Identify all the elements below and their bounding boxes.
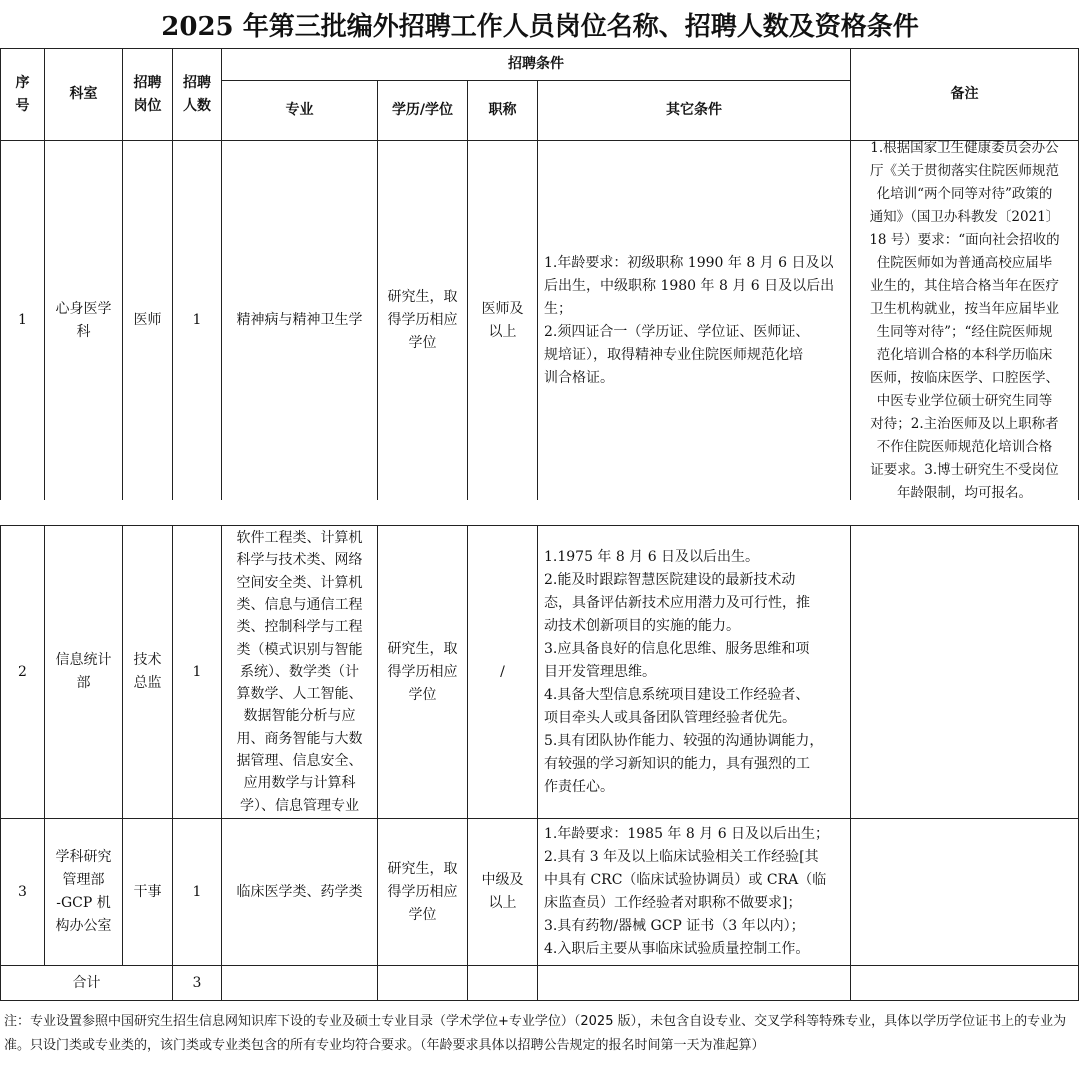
- total-empty: [537, 965, 851, 1001]
- row1-count: 1: [172, 140, 222, 501]
- row3-major: 临床医学类、药学类: [221, 818, 378, 966]
- row2-no: 2: [0, 525, 45, 819]
- row2-position: 技术 总监: [122, 525, 173, 819]
- row1-title: 医师及 以上: [467, 140, 538, 501]
- row1-position: 医师: [122, 140, 173, 501]
- row1-no: 1: [0, 140, 45, 501]
- row3-no: 3: [0, 818, 45, 966]
- row2-count: 1: [172, 525, 222, 819]
- row2-degree: 研究生，取 得学历相应 学位: [377, 525, 468, 819]
- row3-count: 1: [172, 818, 222, 966]
- total-empty: [850, 965, 1079, 1001]
- total-count: 3: [172, 965, 222, 1001]
- row1-degree: 研究生，取 得学历相应 学位: [377, 140, 468, 501]
- header-major: 专业: [221, 80, 378, 141]
- row3-remark: [850, 818, 1079, 966]
- row3-title: 中级及 以上: [467, 818, 538, 966]
- row2-dept: 信息统计 部: [44, 525, 123, 819]
- row2-other: 1.1975 年 8 月 6 日及以后出生。 2.能及时跟踪智慧医院建设的最新技术动 态，具备评估新技术应用潜力及可行性，推 动技术创新项目的实施的能力。 3.应具备良好的信息化思维、服务思维和项 目开发管理思维。 4.具备大型信息系统项目建设工作经验者、 项目牵头人或具备团队管理经验者优先。 5.具有团队协作能力、较强的沟通协调能力， 有较强的学习新知识的能力，具有强烈的工 作责任心。: [537, 525, 851, 819]
- row1-dept: 心身医学 科: [44, 140, 123, 501]
- row3-degree: 研究生，取 得学历相应 学位: [377, 818, 468, 966]
- header-conditions: 招聘条件: [221, 48, 851, 81]
- header-remark: 备注: [850, 48, 1079, 141]
- header-count: 招聘 人数: [172, 48, 222, 141]
- header-dept: 科室: [44, 48, 123, 141]
- header-title: 职称: [467, 80, 538, 141]
- header-position: 招聘 岗位: [122, 48, 173, 141]
- row2-remark: [850, 525, 1079, 819]
- header-other: 其它条件: [537, 80, 851, 141]
- total-empty: [467, 965, 538, 1001]
- row3-position: 干事: [122, 818, 173, 966]
- row2-title: /: [467, 525, 538, 819]
- page-break: [0, 500, 1080, 525]
- footnote: 注：专业设置参照中国研究生招生信息网知识库下设的专业及硕士专业目录（学术学位+专业学位）（2025 版），未包含自设专业、交叉学科等特殊专业，具体以学历学位证书上的专业为准。只设门类或专业类的，该门类或专业类包含的所有专业均符合要求。（年龄要求具体以招聘公告规定的报名时间第一天为准起算）: [4, 1014, 1067, 1053]
- document-title: 2025 年第三批编外招聘工作人员岗位名称、招聘人数及资格条件: [161, 11, 919, 42]
- header-degree: 学历/学位: [377, 80, 468, 141]
- row1-remark: 1.根据国家卫生健康委员会办公 厅《关于贯彻落实住院医师规范 化培训“两个同等对待”政策的 通知》（国卫办科教发〔2021〕 18 号）要求：“面向社会招收的 住院医师如为普通高校应届毕 业生的，其住培合格当年在医疗 卫生机构就业，按当年应届毕业 生同等对待”；“经住院医师规 范化培训合格的本科学历临床 医师，按临床医学、口腔医学、 中医专业学位硕士研究生同等 对待；2.主治医师及以上职称者 不作住院医师规范化培训合格 证要求。3.博士研究生不受岗位 年龄限制，均可报名。: [850, 140, 1079, 501]
- total-empty: [377, 965, 468, 1001]
- row1-other: 1.年龄要求：初级职称 1990 年 8 月 6 日及以 后出生，中级职称 1980 年 8 月 6 日及以后出 生； 2.须四证合一（学历证、学位证、医师证、 规培证），取得精神专业住院医师规范化培 训合格证。: [537, 140, 851, 501]
- total-label: 合计: [0, 965, 173, 1001]
- row3-dept: 学科研究 管理部 -GCP 机 构办公室: [44, 818, 123, 966]
- row2-major: 软件工程类、计算机 科学与技术类、网络 空间安全类、计算机 类、信息与通信工程 类、控制科学与工程 类（模式识别与智能 系统）、数学类（计 算数学、人工智能、 数据智能分析与应 用、商务智能与大数 据管理、信息安全、 应用数学与计算科 学）、信息管理专业: [221, 525, 378, 819]
- row1-major: 精神病与精神卫生学: [221, 140, 378, 501]
- row3-other: 1.年龄要求：1985 年 8 月 6 日及以后出生； 2.具有 3 年及以上临床试验相关工作经验[其 中具有 CRC（临床试验协调员）或 CRA（临 床监查员）工作经验者对职称不做要求]； 3.具有药物/器械 GCP 证书（3 年以内）； 4.入职后主要从事临床试验质量控制工作。: [537, 818, 851, 966]
- total-empty: [221, 965, 378, 1001]
- header-no: 序 号: [0, 48, 45, 141]
